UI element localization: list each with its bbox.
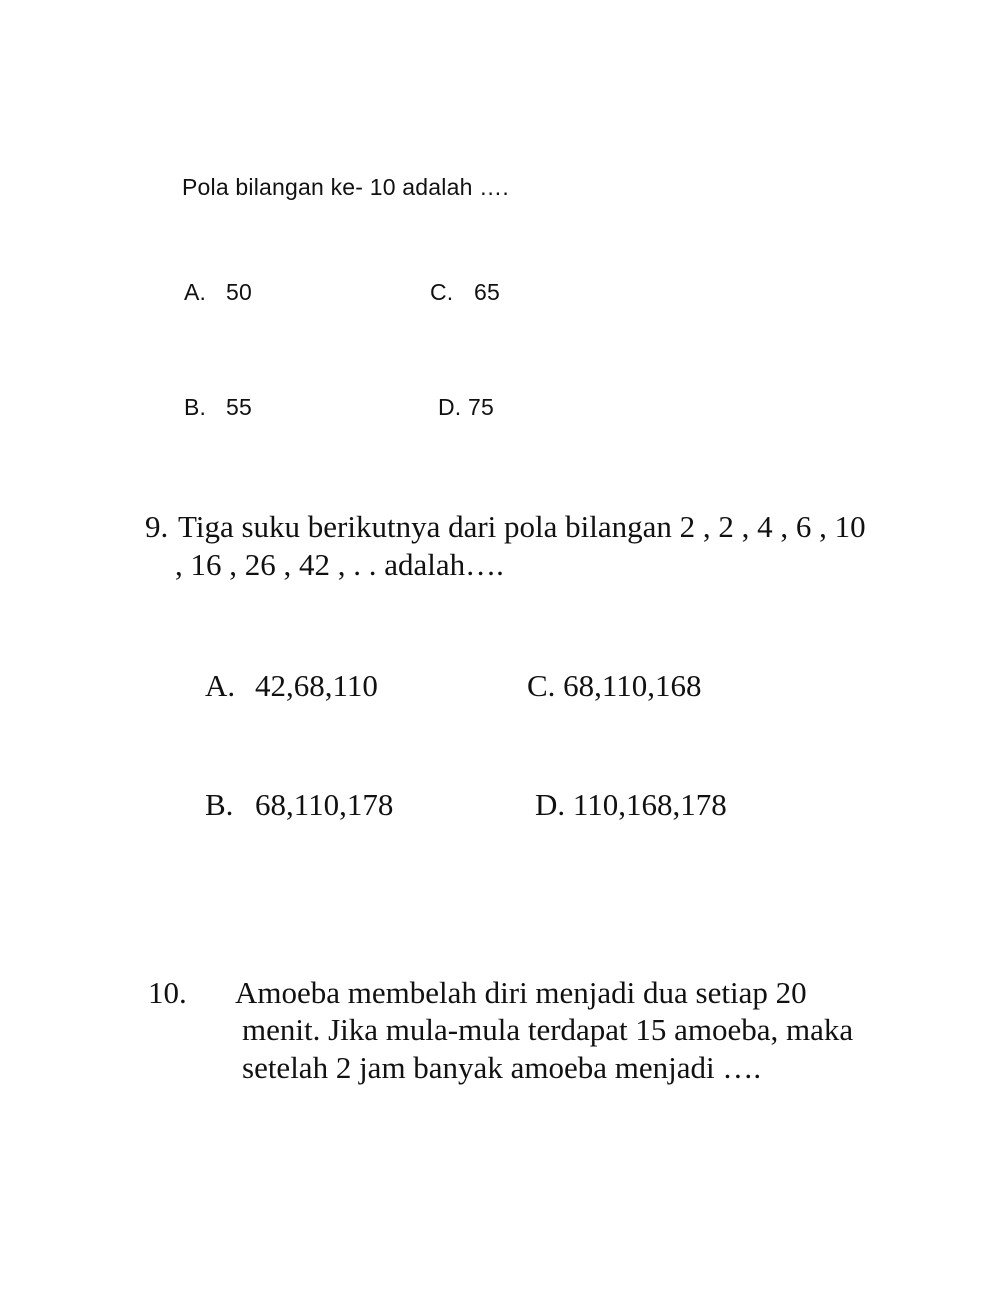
- q8-option-d: D. 75: [438, 394, 494, 420]
- q9-option-b-value: 68,110,178: [255, 787, 394, 822]
- q8-option-c-value: 65: [474, 279, 500, 305]
- q9-option-a-value: 42,68,110: [255, 668, 378, 703]
- q8-option-c-letter: C.: [430, 279, 454, 305]
- q8-option-b-value: 55: [226, 394, 252, 420]
- q9-option-a-letter: A.: [205, 668, 236, 703]
- q9-stem-line-2: , 16 , 26 , 42 , . . adalah….: [175, 547, 504, 582]
- q9-option-d: D. 110,168,178: [535, 787, 727, 822]
- q8-option-a-value: 50: [226, 279, 252, 305]
- q9-option-c: C. 68,110,168: [527, 668, 702, 703]
- q9-number: 9.: [145, 509, 169, 544]
- q9-option-b-letter: B.: [205, 787, 234, 822]
- q8-option-a-letter: A.: [184, 279, 207, 305]
- q10-number: 10.: [148, 975, 187, 1010]
- q10-stem-line-3: setelah 2 jam banyak amoeba menjadi ….: [242, 1050, 762, 1085]
- q8-option-b-letter: B.: [184, 394, 207, 420]
- q8-stem: Pola bilangan ke- 10 adalah ….: [182, 174, 509, 200]
- q9-stem-line-1: Tiga suku berikutnya dari pola bilangan 2 , 2 , 4 , 6 , 10: [178, 509, 866, 544]
- q10-stem-line-1: Amoeba membelah diri menjadi dua setiap 20: [235, 975, 807, 1010]
- q10-stem-line-2: menit. Jika mula-mula terdapat 15 amoeba, maka: [242, 1012, 854, 1047]
